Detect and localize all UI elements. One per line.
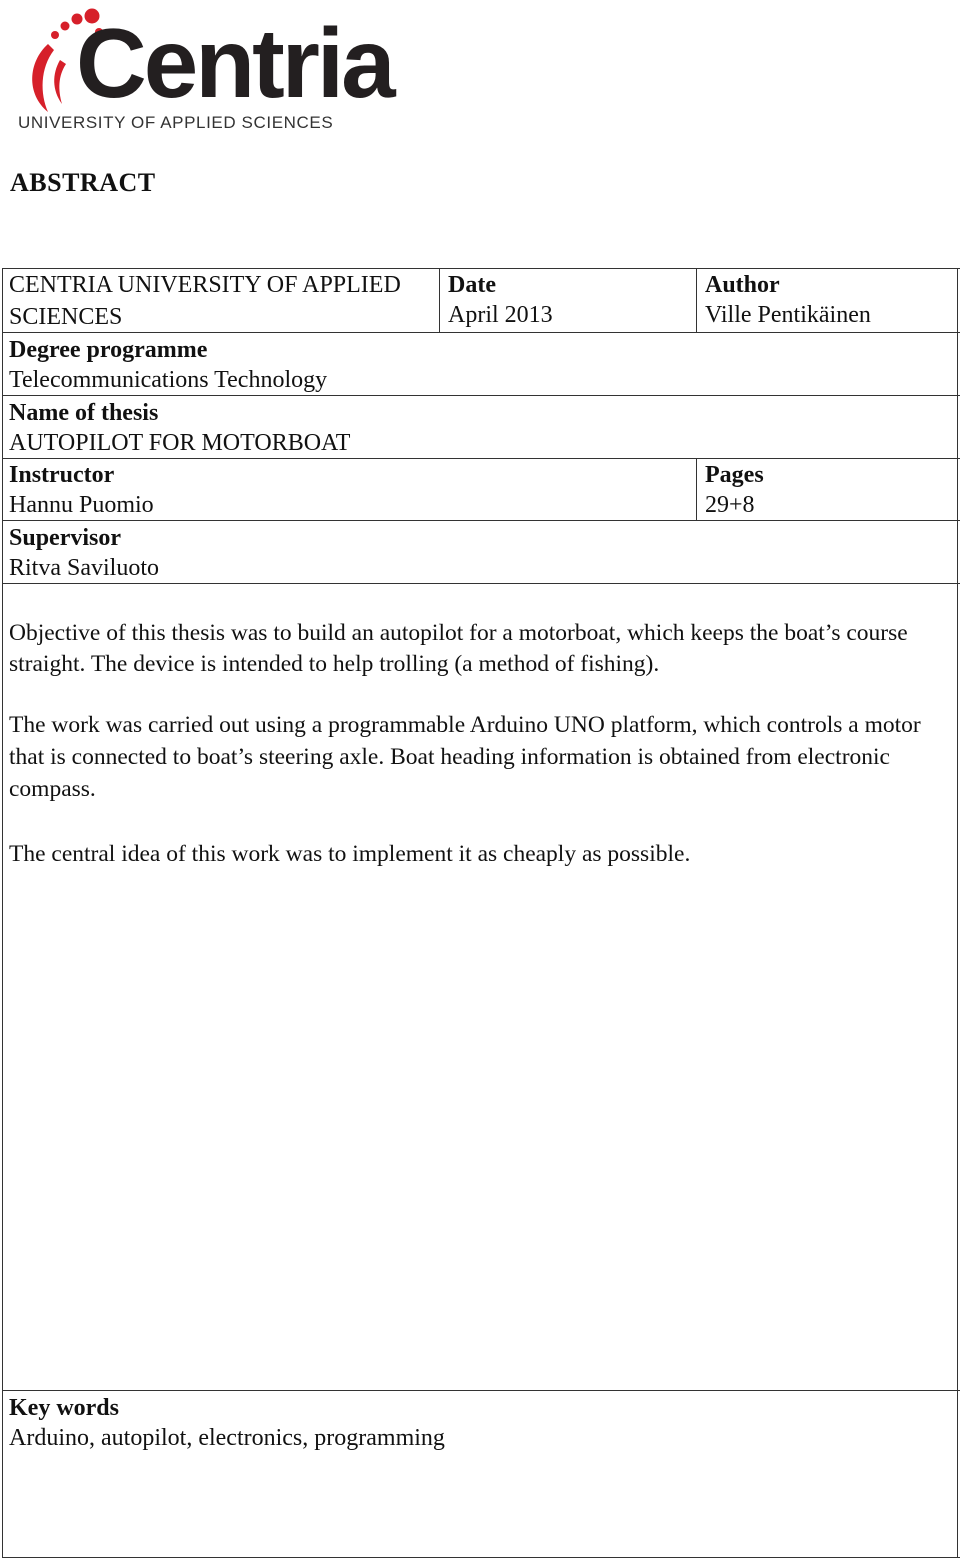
logo-tagline: UNIVERSITY OF APPLIED SCIENCES [18, 113, 334, 132]
degree-programme-label: Degree programme [9, 337, 208, 363]
keywords-label: Key words [9, 1395, 119, 1421]
keywords-cell [9, 1393, 949, 1453]
supervisor-cell [9, 523, 689, 583]
degree-programme-cell [9, 335, 689, 395]
abstract-paragraph: Objective of this thesis was to build an autopilot for a motorboat, which keeps the boat’s course straight. The device is intended to help trolling (a method of fishing). [9, 620, 908, 677]
date-label: Date [448, 272, 496, 298]
table-divider-vertical [439, 268, 440, 332]
degree-programme-value: Telecommunications Technology [9, 367, 328, 393]
supervisor-value: Ritva Saviluoto [9, 555, 159, 581]
thesis-name-label: Name of thesis [9, 400, 159, 426]
centria-logo [14, 4, 393, 134]
abstract-paragraph: The central idea of this work was to implement it as cheaply as possible. [9, 841, 691, 867]
keywords-value: Arduino, autopilot, electronics, programming [9, 1425, 445, 1451]
author-value: Ville Pentikäinen [705, 302, 871, 328]
table-divider-vertical [696, 268, 697, 332]
supervisor-label: Supervisor [9, 525, 122, 551]
date-cell [448, 270, 688, 330]
abstract-body [9, 618, 949, 870]
table-divider [2, 520, 960, 521]
table-border-bottom [2, 1557, 960, 1558]
author-cell [705, 270, 955, 330]
pages-label: Pages [705, 462, 764, 488]
institution-name: CENTRIA UNIVERSITY OF APPLIED SCIENCES [9, 272, 401, 330]
table-divider [2, 458, 960, 459]
abstract-paragraph: The work was carried out using a programmable Arduino UNO platform, which controls a motor that is connected to boat’s steering axle. Boat heading information is obtained from electronic compass. [9, 712, 921, 802]
pages-value: 29+8 [705, 492, 755, 518]
table-divider-vertical [696, 458, 697, 520]
thesis-name-cell [9, 398, 689, 458]
table-divider [2, 1390, 960, 1391]
date-value: April 2013 [448, 302, 553, 328]
thesis-name-value: AUTOPILOT FOR MOTORBOAT [9, 430, 351, 456]
table-divider [2, 395, 960, 396]
institution-cell [9, 269, 434, 333]
page-title: ABSTRACT [10, 168, 156, 197]
table-border-left [2, 268, 3, 1558]
author-label: Author [705, 272, 780, 298]
instructor-label: Instructor [9, 462, 115, 488]
table-border-right [957, 268, 958, 1558]
table-divider [2, 583, 960, 584]
instructor-cell [9, 460, 689, 520]
pages-cell [705, 460, 955, 520]
instructor-value: Hannu Puomio [9, 492, 154, 518]
logo-wordmark: Centria [76, 8, 393, 118]
